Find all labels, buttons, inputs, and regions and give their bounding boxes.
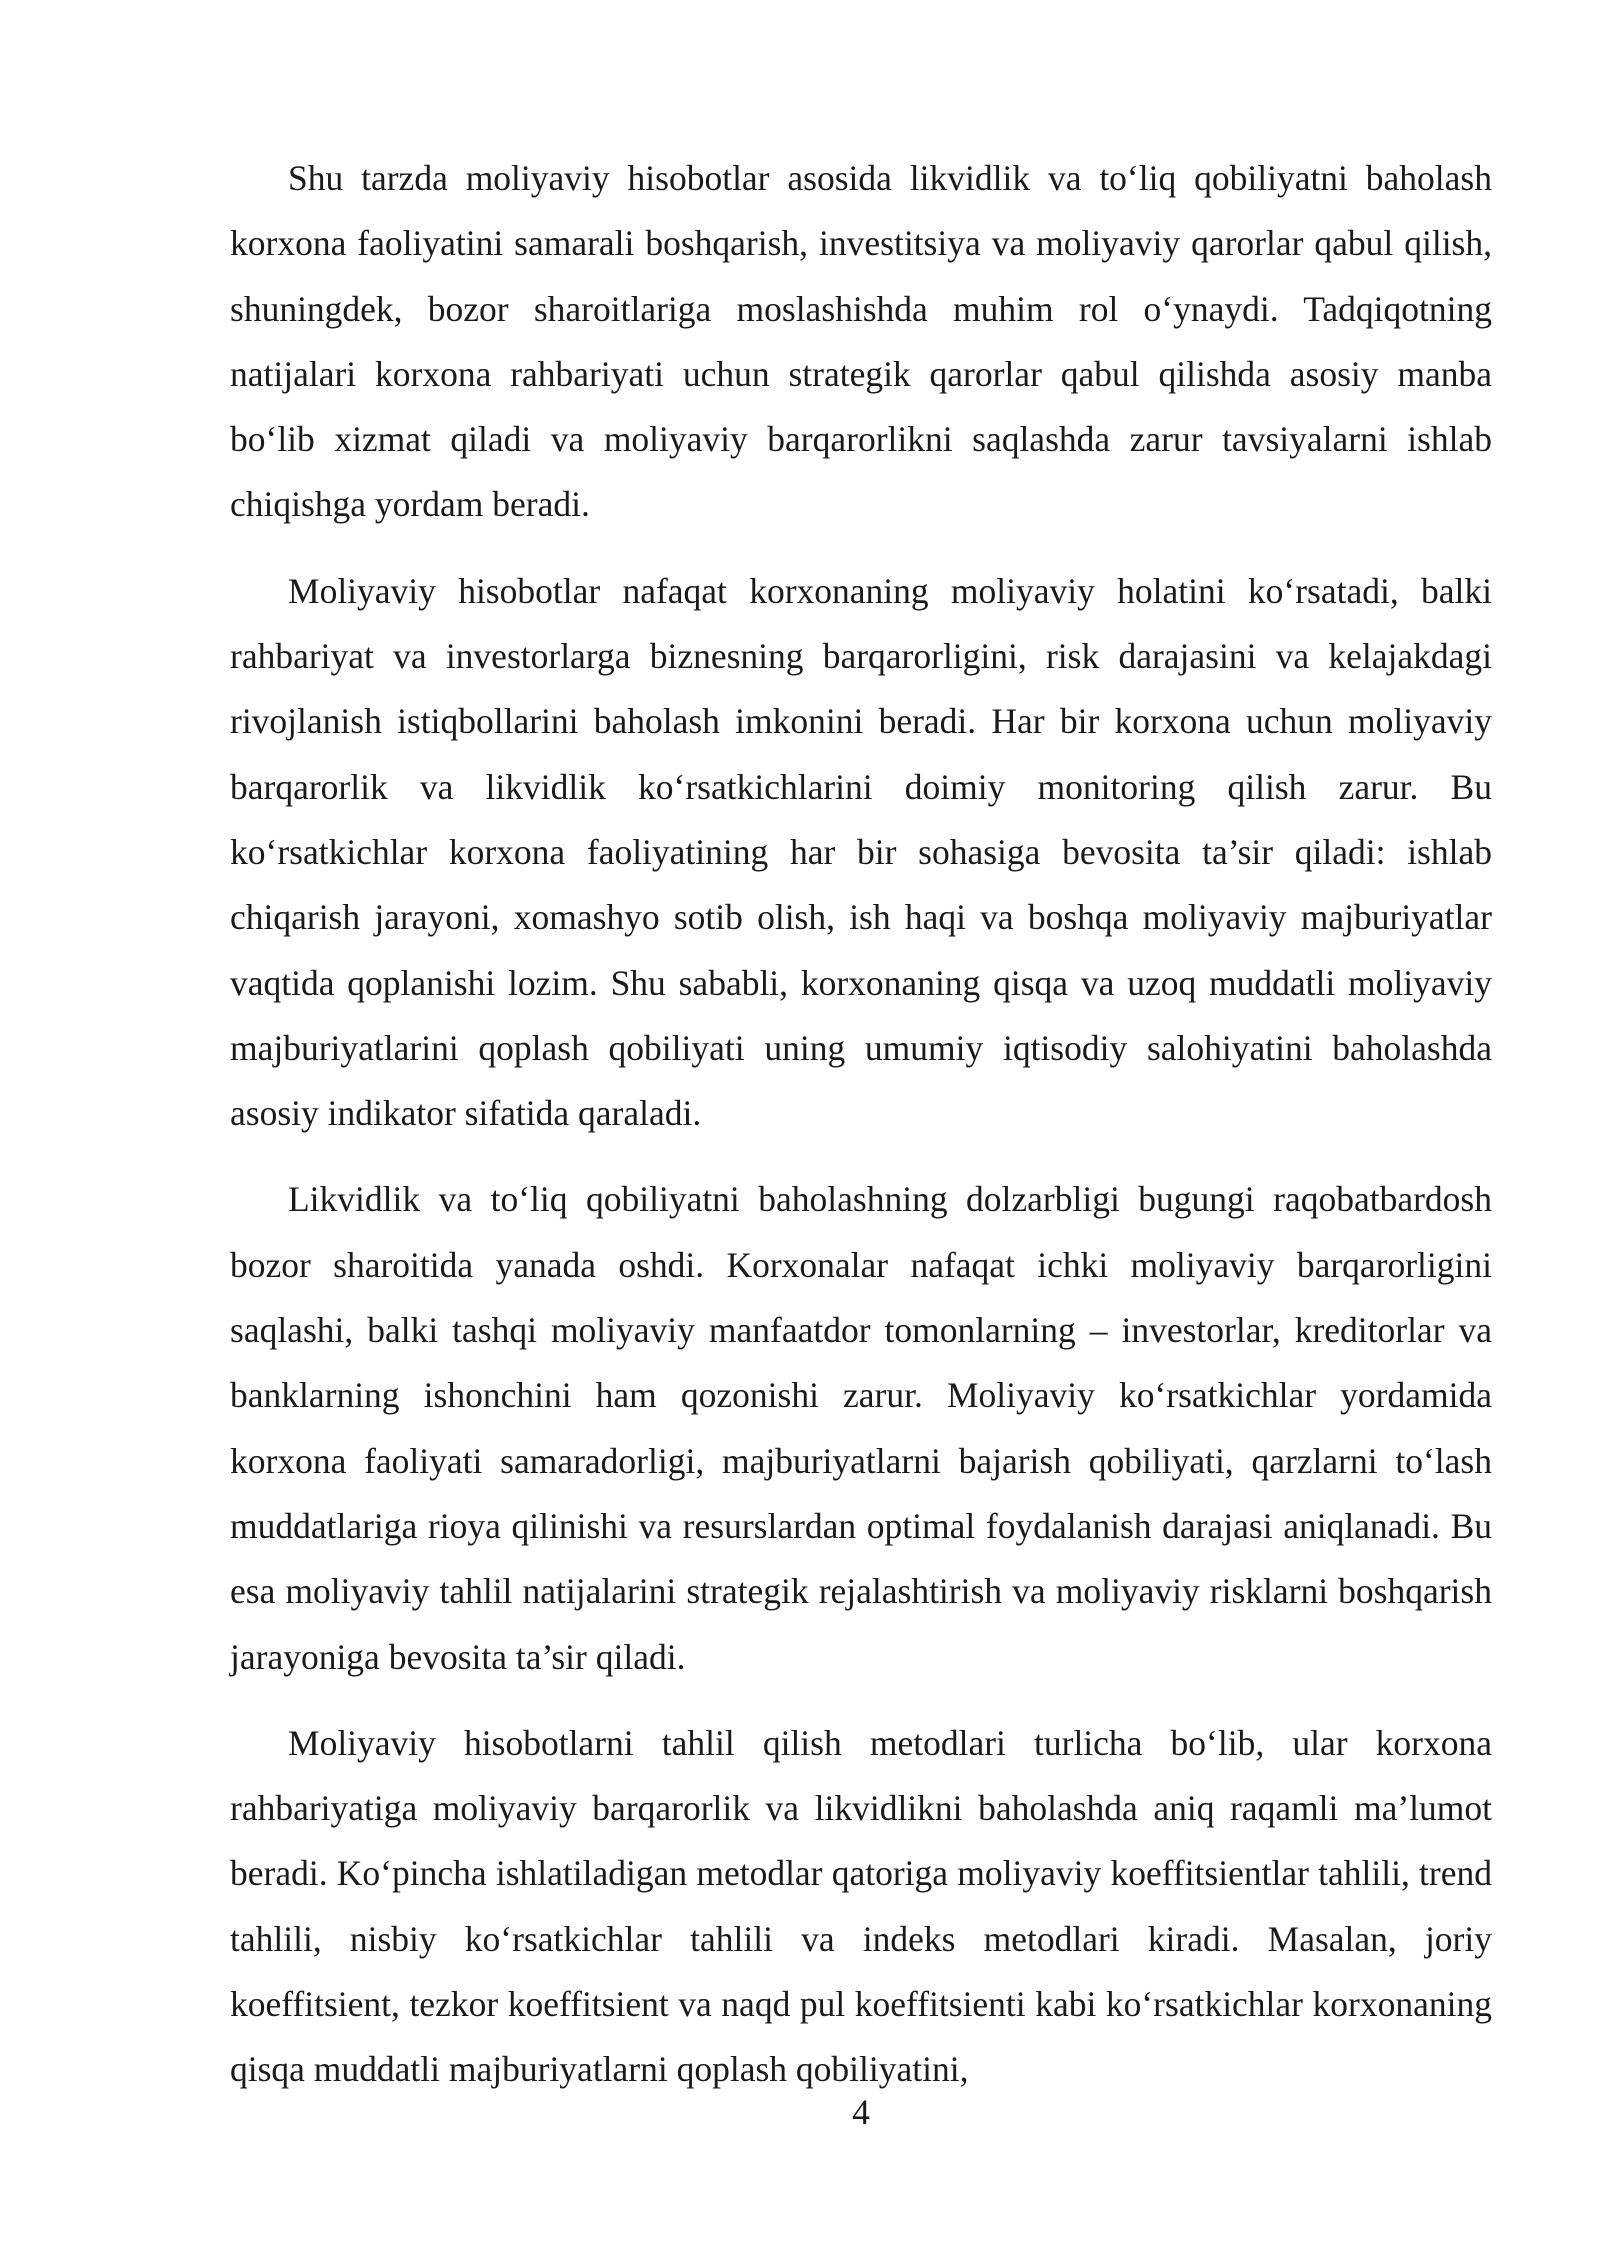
- paragraph: Moliyaviy hisobotlarni tahlil qilish metodlari turlicha bo‘lib, ular korxona rahbariyatiga moliyaviy barqarorlik va likvidlikni baholashda aniq raqamli ma’lumot beradi. Ko‘pincha ishlatiladigan metodlar qatoriga moliyaviy koeffitsientlar tahlili, trend tahlili, nisbiy ko‘rsatkichlar tahlili va indeks metodlari kiradi. Masalan, joriy koeffitsient, tezkor koeffitsient va naqd pul koeffitsienti kabi ko‘rsatkichlar korxonaning qisqa muddatli majburiyatlarni qoplash qobiliyatini,: [230, 1722, 1492, 2090]
- paragraph: Moliyaviy hisobotlar nafaqat korxonaning moliyaviy holatini ko‘rsatadi, balki rahbariyat va investorlarga biznesning barqarorligini, risk darajasini va kelajakdagi rivojlanish istiqbollarini baholash imkonini beradi. Har bir korxona uchun moliyaviy barqarorlik va likvidlik ko‘rsatkichlarini doimiy monitoring qilish zarur. Bu ko‘rsatkichlar korxona faoliyatining har bir sohasiga bevosita ta’sir qiladi: ishlab chiqarish jarayoni, xomashyo sotib olish, ish haqi va boshqa moliyaviy majburiyatlar vaqtida qoplanishi lozim. Shu sababli, korxonaning qisqa va uzoq muddatli moliyaviy majburiyatlarini qoplash qobiliyati uning umumiy iqtisodiy salohiyatini baholashda asosiy indikator sifatida qaraladi.: [230, 570, 1492, 1134]
- paragraph: Likvidlik va to‘liq qobiliyatni baholashning dolzarbligi bugungi raqobatbardosh bozor sharoitida yanada oshdi. Korxonalar nafaqat ichki moliyaviy barqarorligini saqlashi, balki tashqi moliyaviy manfaatdor tomonlarning – investorlar, kreditorlar va banklarning ishonchini ham qozonishi zarur. Moliyaviy ko‘rsatkichlar yordamida korxona faoliyati samaradorligi, majburiyatlarni bajarish qobiliyati, qarzlarni to‘lash muddatlariga rioya qilinishi va resurslardan optimal foydalanish darajasi aniqlanadi. Bu esa moliyaviy tahlil natijalarini strategik rejalashtirish va moliyaviy risklarni boshqarish jarayoniga bevosita ta’sir qiladi.: [230, 1179, 1492, 1677]
- paragraph: Shu tarzda moliyaviy hisobotlar asosida likvidlik va to‘liq qobiliyatni baholash korxona faoliyatini samarali boshqarish, investitsiya va moliyaviy qarorlar qabul qilish, shuningdek, bozor sharoitlariga moslashishda muhim rol o‘ynaydi. Tadqiqotning natijalari korxona rahbariyati uchun strategik qarorlar qabul qilishda asosiy manba bo‘lib xizmat qiladi va moliyaviy barqarorlikni saqlashda zarur tavsiyalarni ishlab chiqishga yordam beradi.: [230, 158, 1492, 525]
- body-text: [230, 146, 1492, 2124]
- page-number: 4: [852, 2092, 870, 2132]
